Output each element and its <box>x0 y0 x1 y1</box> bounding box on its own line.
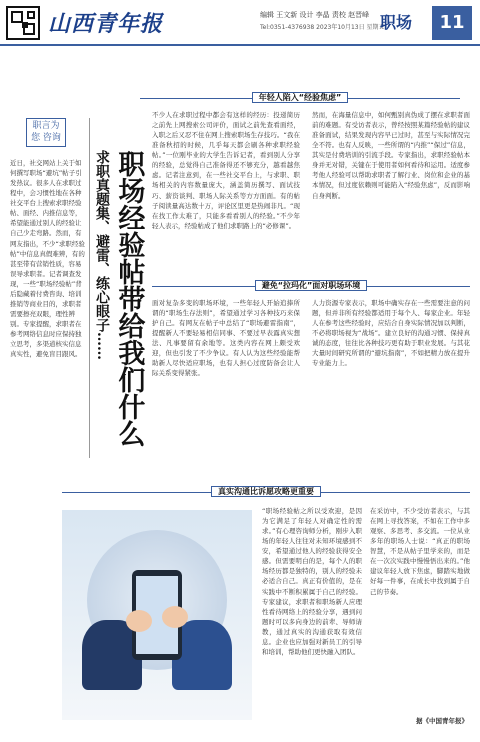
section-title-2 <box>152 280 470 294</box>
article-illustration <box>62 510 252 720</box>
article-col-4: 人力资源专家表示，职场中确实存在一些需要注意的问题，但并非所有经验都适用于每个人、每家企业。年轻人在参考这些经验时，应结合自身实际情况加以判断，不必将职场视为“战场”。建立良好的沟通习惯、保持真诚的态度，往往比各种技巧更有助于职业发展。与其花大量时间研究所谓的“避坑指南”，不如把精力放在提升专业能力上。 <box>312 299 470 368</box>
sidebar-label: 职言为您 咨询 <box>26 118 66 147</box>
source-credit: 据《中国青年报》 <box>416 717 468 725</box>
page-header <box>0 0 480 46</box>
section-title-3 <box>62 486 470 500</box>
masthead-logo: 山西青年报 <box>48 11 164 37</box>
article-col-3: 面对复杂多变的职场环境，一些年轻人开始追捧所谓的“职场生存法则”，希望通过学习各种技巧来保护自己。有网友在帖子中总结了“职场避雷指南”，提醒新人不要轻易相信同事、不要过早表露真实想法、凡事要留有余地等。这类内容在网上颇受欢迎，但也引发了不少争议。有人认为这些经验能帮助新人尽快适应职场，也有人担心过度防备会让人际关系变得紧张。 <box>152 299 300 378</box>
page-number: 11 <box>432 6 472 40</box>
sub-headline: 求职真题集、避雷、练心眼子…… <box>94 150 110 360</box>
date-line: Tel:0351-4376938 2023年10月13日 星期五 <box>260 24 385 31</box>
section-title-3-text: 真实沟通比诉愿攻略更重要 <box>211 486 321 497</box>
article-col-2: 然而，在海量信息中，如何甄别真伪成了摆在求职者面前的难题。有受访者表示，曾经按照某篇经验帖的建议准备面试，结果发现内容早已过时，甚至与实际情况完全不符。也有人反映，一些所谓的“内推”“保过”信息，其实是付费培训的引流手段。专家指出，求职经验帖本身并无对错，关键在于使用者如何看待和运用。适度参考他人经验可以帮助求职者了解行业、岗位和企业的基本情况，但过度依赖则可能陷入“经验焦虑”，反而影响自身判断。 <box>312 111 470 200</box>
sidebar-text: 近日，社交网站上关于如何撰写职场“避坑”帖子引发热议。很多人在求职过程中，会习惯性地在各种社交平台上搜索求职经验帖、面经、内推信息等，希望能通过别人的经验让自己少走弯路。然而，有网友指出，不少“求职经验帖”中信息真假难辨，有的甚至带有营销性质，容易误导求职者。记者调查发现，一些“职场经验帖”背后隐藏着付费咨询、培训推销等商业目的，求职者需要擦亮双眼，理性辨别。专家提醒，求职者在参考网络信息时应保持独立思考，多渠道核实信息真实性，避免盲目跟风。 <box>10 159 85 359</box>
article-col-6: 在采访中，不少受访者表示，与其在网上寻找答案，不如在工作中多观察、多思考、多交流。一位从业多年的职场人士说：“真正的职场智慧，不是从帖子里学来的，而是在一次次实践中慢慢悟出来的。”他建议年轻人放下焦虑，脚踏实地做好每一件事，在成长中找到属于自己的节奏。 <box>370 507 470 596</box>
section-title-1 <box>140 92 460 106</box>
illustration-hand-left <box>126 610 152 632</box>
section-name: 职场 <box>380 13 413 32</box>
main-headline: 职场经验帖带给我们什么 <box>113 150 145 447</box>
article-col-5: “职场经验帖之所以受欢迎，是因为它满足了年轻人对确定性的需求。”有心理咨询师分析，刚步入职场的年轻人往往对未知环境感到不安，希望通过他人的经验获得安全感。但需要明白的是，每个人的职场经历都是独特的，别人的经验未必适合自己。真正有价值的，是在实践中不断积累属于自己的经验。专家建议，求职者和职场新人应理性看待网络上的经验分享，遇到问题时可以多向身边的前辈、导师请教，通过真实的沟通获取有效信息。企业也应加强对新员工的引导和培训，帮助他们更快融入团队。 <box>262 507 362 656</box>
article-col-1: 不少人在求职过程中都会有这样的经历：投递简历之前先上网搜索公司评价，面试之前先查看面经，入职之后又忍不住在网上搜索职场生存技巧。“我在准备秋招的时候，几乎每天都会刷各种求职经验帖。”一位刚毕业的大学生告诉记者，看到别人分享的经验，总觉得自己准备得还不够充分，越看越焦虑。记者注意到，在一些社交平台上，与求职、职场相关的内容数量庞大，涵盖简历撰写、面试技巧、薪资谈判、职场人际关系等方方面面。有的帖子阅读量高达数十万，评论区里更是热闹非凡。“现在找工作太难了，只能多看看别人的经验。”不少年轻人表示，经验帖成了他们求职路上的“必修课”。 <box>152 111 300 230</box>
section-title-1-text: 年轻人陷入“经验焦虑” <box>252 92 349 103</box>
illustration-hand-right <box>162 606 188 628</box>
sidebar-column <box>6 118 90 458</box>
qr-code-icon[interactable] <box>6 6 40 40</box>
section-title-2-text: 避免“拉玛化”面对职场环境 <box>255 280 368 291</box>
editor-line: 编辑 王文新 设计 李晶 责校 赵晋峰 <box>260 11 370 19</box>
